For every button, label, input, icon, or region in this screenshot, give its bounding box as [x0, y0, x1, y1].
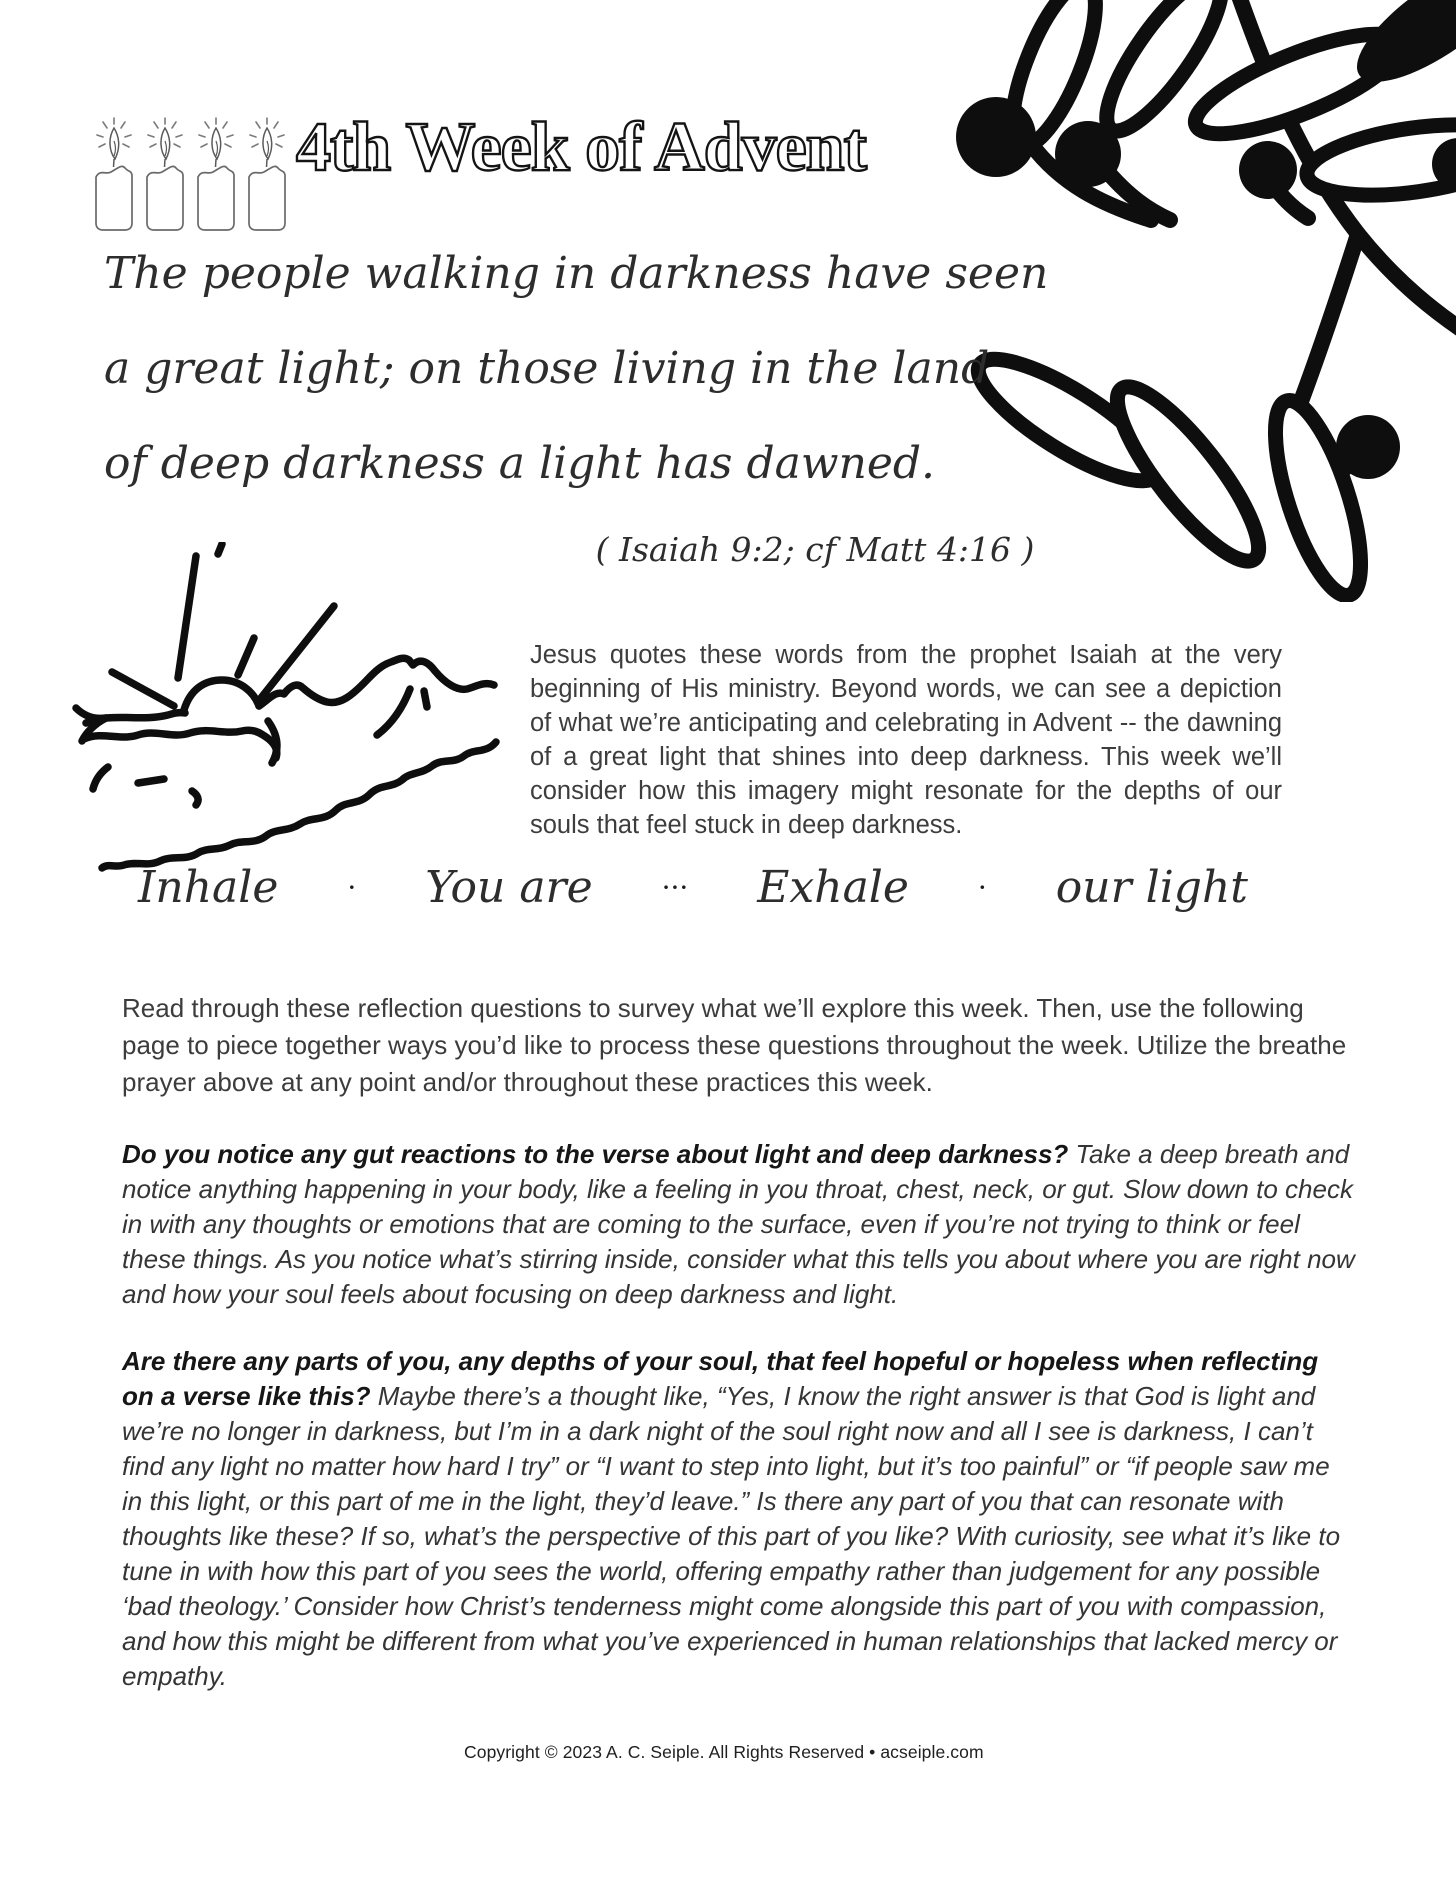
verse-citation: ( Isaiah 9:2; cf Matt 4:16 ) — [595, 530, 1035, 569]
question-prompt: Do you notice any gut reactions to the verse about light and deep darkness? — [122, 1139, 1069, 1169]
page-title: 4th Week of Advent — [296, 109, 866, 186]
inhale-phrase: You are — [425, 862, 593, 913]
verse-line: of deep darkness a light has dawned. — [104, 438, 936, 489]
separator-dot: · — [977, 871, 987, 904]
reflection-question-2 — [122, 1344, 1356, 1694]
separator-dots: ··· — [661, 871, 689, 904]
exhale-phrase: our light — [1055, 862, 1248, 913]
reflection-question-1 — [122, 1137, 1356, 1312]
verse-line: The people walking in darkness have seen — [104, 248, 1049, 299]
inhale-label: Inhale — [138, 862, 279, 913]
breath-prayer — [138, 862, 1248, 913]
advent-candles-icon — [92, 110, 290, 238]
verse-quote — [104, 226, 1048, 511]
exhale-label: Exhale — [757, 862, 909, 913]
verse-line: a great light; on those living in the land — [104, 343, 990, 394]
question-body: Take a deep breath and notice anything happening in your body, like a feeling in you throat, chest, neck, or gut. Slow down to check in with any thoughts or emotions that are coming to the surface, even if you’re not trying to think or feel these things. As you notice what’s stirring inside, consider what this tells you about where you are right now and how your soul feels about focusing on deep darkness and light. — [122, 1139, 1355, 1309]
instructions-paragraph: Read through these reflection questions to survey what we’ll explore this week. Then, use the following page to piece together ways you’d like to process these questions throughout the week. Utilize the breathe prayer above at any point and/or throughout these practices this week. — [122, 993, 1347, 1097]
copyright-footer: Copyright © 2023 A. C. Seiple. All Rights Reserved • acseiple.com — [464, 1742, 984, 1762]
reflection-section — [122, 990, 1356, 1726]
question-body: Maybe there’s a thought like, “Yes, I know the right answer is that God is light and we’re no longer in darkness, but I’m in a dark night of the soul right now and all I see is darkness, I can’t find any light no matter how hard I try” or “I want to step into light, but it’s too painful” or “if people saw me in this light, or this part of me in the light, they’d leave.” Is there any part of you that can resonate with thoughts like these? If so, what’s the perspective of this part of you like? With curiosity, see what it’s like to tune in with how this part of you sees the world, offering empathy rather than judgement for any possible ‘bad theology.’ Consider how Christ’s tenderness might come alongside this part of you with compassion, and how this might be different from what you’ve experienced in human relationships that lacked mercy or empathy. — [122, 1381, 1341, 1691]
question-prompt: Are there any parts of you, any depths of your soul, that feel hopeful or hopeless when reflecting on a verse like this? — [122, 1346, 1319, 1411]
sunrise-mountains-illustration — [72, 542, 508, 878]
intro-paragraph: Jesus quotes these words from the prophet Isaiah at the very beginning of His ministry. Beyond words, we can see a depiction of what we’re anticipating and celebrating in Advent -- the dawning of a great light that shines into deep darkness. This week we’ll consider how this imagery might resonate for the depths of our souls that feel stuck in deep darkness. — [530, 641, 1282, 839]
separator-dot: · — [347, 871, 357, 904]
